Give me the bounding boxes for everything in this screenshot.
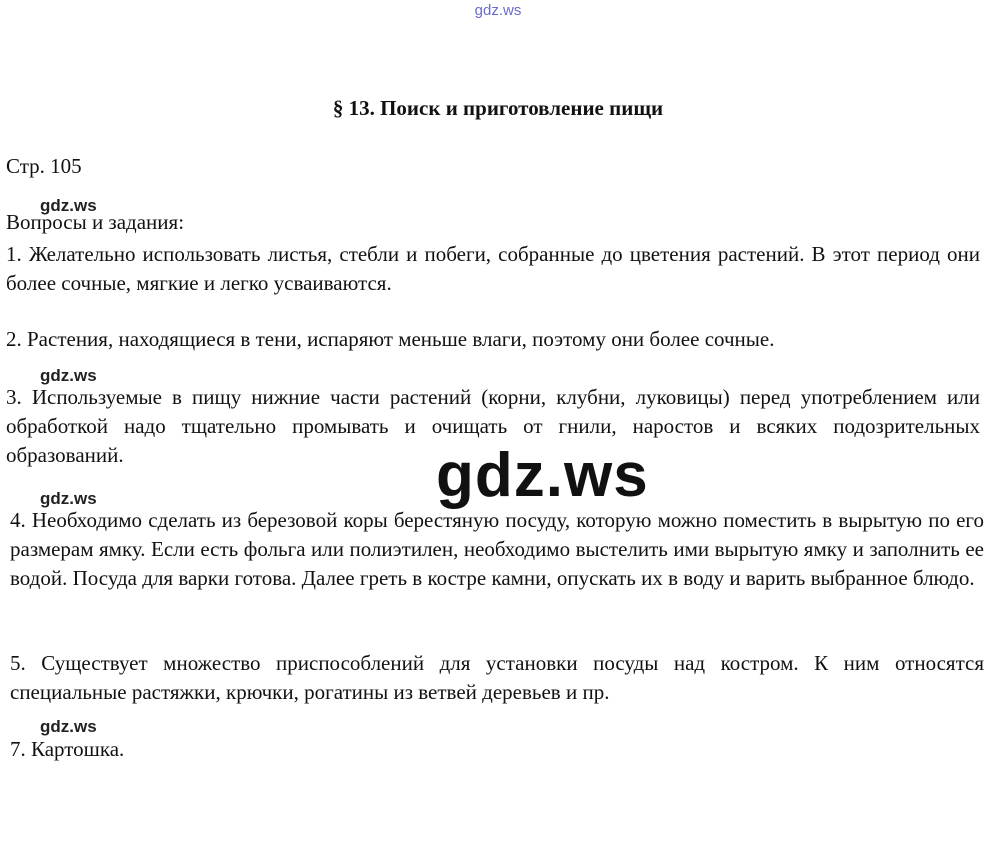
answer-3: 3. Используемые в пищу нижние части растений (корни, клубни, луковицы) перед употреблением или обработкой надо тщательно промывать и очищать от гнили, наростов и всяких подозрительных образований. [6, 385, 980, 467]
watermark-top: gdz.ws [474, 2, 522, 19]
watermark-small: gdz.ws [40, 196, 97, 215]
watermark-small: gdz.ws [40, 717, 97, 736]
answer-2: 2. Растения, находящиеся в тени, испаряют меньше влаги, поэтому они более сочные. [6, 327, 775, 351]
page-title: § 13. Поиск и приготовление пищи [332, 96, 664, 120]
answer-4: 4. Необходимо сделать из березовой коры берестяную посуду, которую можно поместить в вырытую по его размерам ямку. Если есть фольга или полиэтилен, необходимо выстелить ими вырытую ямку и заполнить ее водой. Посуда для варки готова. Далее греть в костре камни, опускать их в воду и варить выбранное блюдо. [10, 508, 984, 590]
answer-7: 7. Картошка. [10, 737, 125, 761]
watermark-small: gdz.ws [40, 366, 97, 385]
watermark-small: gdz.ws [40, 489, 97, 508]
section-heading: Вопросы и задания: [6, 210, 185, 234]
watermark-large: gdz.ws [436, 441, 649, 510]
page-reference: Стр. 105 [6, 154, 82, 178]
answer-1: 1. Желательно использовать листья, стебли и побеги, собранные до цветения растений. В этот период они более сочные, мягкие и легко усваиваются. [6, 242, 980, 295]
answer-5: 5. Существует множество приспособлений для установки посуды над костром. К ним относятся специальные растяжки, крючки, рогатины из ветвей деревьев и пр. [10, 651, 984, 704]
